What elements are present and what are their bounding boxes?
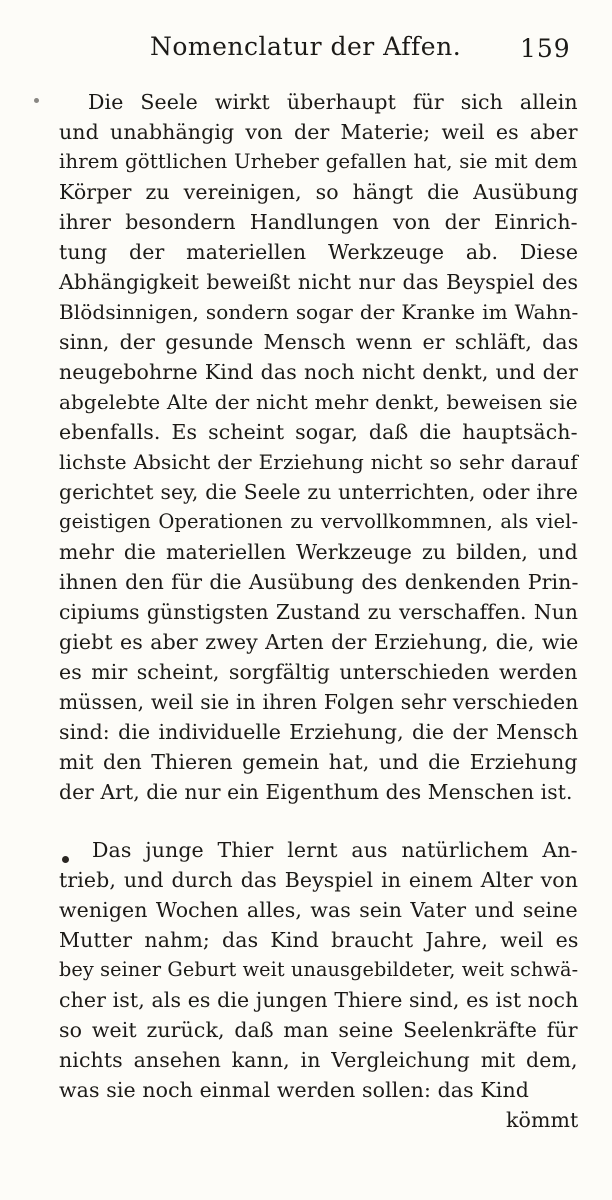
text-line: Abhängigkeit beweißt nicht nur das Beyspiel des — [59, 270, 579, 294]
text-line: wenigen Wochen alles, was sein Vater und seine — [59, 898, 578, 922]
text-line: so weit zurück, daß man seine Seelenkräfte für — [59, 1018, 578, 1042]
text-line: cipiums günstigsten Zustand zu verschaffen. Nun — [59, 600, 578, 624]
text-line: sind: die individuelle Erziehung, die der Mensch — [59, 720, 579, 744]
text-line: und unabhängig von der Materie; weil es aber — [59, 120, 578, 144]
ink-speck — [34, 98, 39, 103]
text-line: ihnen den für die Ausübung des denkenden Prin- — [59, 570, 579, 594]
page-number: 159 — [520, 34, 571, 63]
text-line: ihrer besondern Handlungen von der Einrich- — [59, 210, 578, 234]
text-line: Mutter nahm; das Kind braucht Jahre, weil es — [59, 928, 579, 952]
text-line: lichste Absicht der Erziehung nicht so sehr darauf — [59, 450, 578, 474]
text-line: trieb, und durch das Beyspiel in einem Alter von — [59, 868, 579, 892]
text-line: ihrem göttlichen Urheber gefallen hat, sie mit dem — [59, 150, 578, 173]
text-line: mehr die materiellen Werkzeuge zu bilden, und — [59, 540, 578, 564]
text-line: bey seiner Geburt weit unausgebildeter, weit schwä- — [59, 958, 579, 981]
text-line: mit den Thieren gemein hat, und die Erziehung — [59, 750, 578, 774]
text-line: abgelebte Alte der nicht mehr denkt, beweisen sie — [59, 390, 578, 414]
text-line: Körper zu vereinigen, so hängt die Ausübung — [59, 180, 579, 204]
text-line: Das junge Thier lernt aus natürlichem An- — [92, 838, 578, 862]
text-line: geistigen Operationen zu vervollkommnen, als viel- — [59, 510, 579, 533]
text-line: neugebohrne Kind das noch nicht denkt, und der — [59, 360, 578, 384]
text-line: was sie noch einmal werden sollen: das Kind — [59, 1078, 529, 1102]
running-title: Nomenclatur der Affen. — [150, 32, 462, 61]
text-line: Die Seele wirkt überhaupt für sich allein — [88, 90, 578, 114]
text-line: nichts ansehen kann, in Vergleichung mit dem, — [59, 1048, 578, 1072]
text-line: giebt es aber zwey Arten der Erziehung, die, wie — [59, 630, 579, 654]
text-line: cher ist, als es die jungen Thiere sind, es ist noch — [59, 988, 579, 1012]
catchword: kömmt — [506, 1108, 579, 1132]
text-line: tung der materiellen Werkzeuge ab. Diese — [59, 240, 579, 264]
text-line: es mir scheint, sorgfältig unterschieden werden — [59, 660, 578, 684]
text-line: gerichtet sey, die Seele zu unterrichten, oder ihre — [59, 480, 578, 504]
ink-speck — [62, 856, 69, 863]
text-line: ebenfalls. Es scheint sogar, daß die hauptsäch- — [59, 420, 578, 444]
text-line: Blödsinnigen, sondern sogar der Kranke im Wahn- — [59, 300, 579, 324]
text-line: sinn, der gesunde Mensch wenn er schläft, das — [59, 330, 579, 354]
text-line: müssen, weil sie in ihren Folgen sehr verschieden — [59, 690, 579, 714]
text-line: der Art, die nur ein Eigenthum des Menschen ist. — [59, 780, 573, 804]
